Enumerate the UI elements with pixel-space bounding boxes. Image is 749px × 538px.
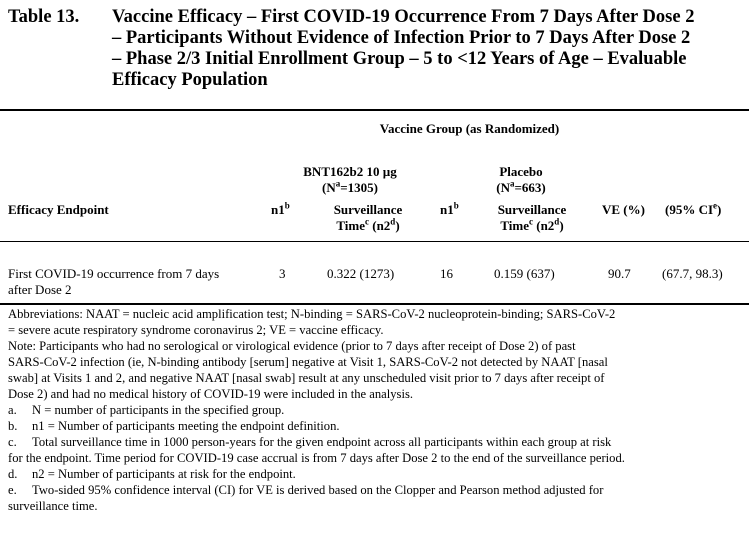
placebo-group-name: Placebo <box>499 164 543 179</box>
ci-value: (67.7, 98.3) <box>662 266 723 281</box>
placebo-group-n: $(N^a=663)$ <box>496 178 546 195</box>
footnote-c: c. Total surveillance time in 1000 person-years for the given endpoint across all participants within each group at risk <box>8 435 612 449</box>
table-notes <box>8 306 744 514</box>
efficacy-endpoint-header: Efficacy Endpoint <box>8 202 109 217</box>
table-number: Table 13. <box>8 7 80 27</box>
title-line: Efficacy Population <box>112 70 268 90</box>
footnote-e: e. Two-sided 95% confidence interval (CI) for VE is derived based on the Clopper and Pearson method adjusted for <box>8 483 604 497</box>
bnt-n1-value: 3 <box>279 266 286 281</box>
title-line: – Phase 2/3 Initial Enrollment Group – 5 to <12 Years of Age – Evaluable <box>112 49 687 69</box>
footnote-e-continued: surveillance time. <box>8 499 98 513</box>
title-line: – Participants Without Evidence of Infection Prior to 7 Days After Dose 2 <box>112 28 691 48</box>
vaccine-group-header: Vaccine Group (as Randomized) <box>379 121 560 136</box>
table-top-rule <box>0 109 749 111</box>
table-title-text <box>112 7 744 91</box>
bnt-group-name: BNT162b2 10 µg <box>303 164 397 179</box>
footnote-a: a. N = number of participants in the specified group. <box>8 403 285 417</box>
note-line: Dose 2) and had no medical history of COVID-19 were included in the analysis. <box>8 387 413 401</box>
table-bottom-rule <box>0 303 749 305</box>
placebo-surveillance-header: Surveillance Time$^c$ (n2$^d$) <box>497 202 567 233</box>
header-bottom-rule <box>0 241 749 242</box>
placebo-n1-value: 16 <box>440 266 453 281</box>
note-line: SARS-CoV-2 infection (ie, N-binding antibody [serum] negative at Visit 1, SARS-CoV-2 not detected by NAAT [nasal <box>8 355 608 369</box>
bnt-surveillance-value: 0.322 (1273) <box>327 266 395 281</box>
placebo-n1-header: n1$^b$ <box>440 200 459 217</box>
bnt-n1-header: n1$^b$ <box>271 200 290 217</box>
title-line: Vaccine Efficacy – First COVID-19 Occurrence From 7 Days After Dose 2 <box>112 7 695 27</box>
ve-header: VE (%) <box>602 202 645 217</box>
footnote-b: b. n1 = Number of participants meeting the endpoint definition. <box>8 419 340 433</box>
footnote-c-continued: for the endpoint. Time period for COVID-19 case accrual is from 7 days after Dose 2 to the end of the surveillance period. <box>8 451 625 465</box>
note-line: swab] at Visits 1 and 2, and negative NAAT [nasal swab] result at any unscheduled visit prior to 7 days after receipt of <box>8 371 605 385</box>
bnt-group-n: $(N^a=1305)$ <box>322 178 378 195</box>
placebo-surveillance-value: 0.159 (637) <box>494 266 555 281</box>
footnote-d: d. n2 = Number of participants at risk for the endpoint. <box>8 467 296 481</box>
ci-header: (95% CIe) <box>665 200 722 217</box>
bnt-surveillance-header: Surveillance Time$^c$ (n2$^d$) <box>333 202 403 233</box>
note-line: Note: Participants who had no serological or virological evidence (prior to 7 days after receipt of Dose 2) of past <box>8 339 576 353</box>
abbreviations-line: = severe acute respiratory syndrome coronavirus 2; VE = vaccine efficacy. <box>8 323 384 337</box>
abbreviations-line: Abbreviations: NAAT = nucleic acid amplification test; N-binding = SARS-CoV-2 nucleoprotein-binding; SARS-CoV-2 <box>8 307 616 321</box>
ve-value: 90.7 <box>608 266 631 281</box>
endpoint-cell: First COVID-19 occurrence from 7 days after Dose 2 <box>8 266 220 297</box>
